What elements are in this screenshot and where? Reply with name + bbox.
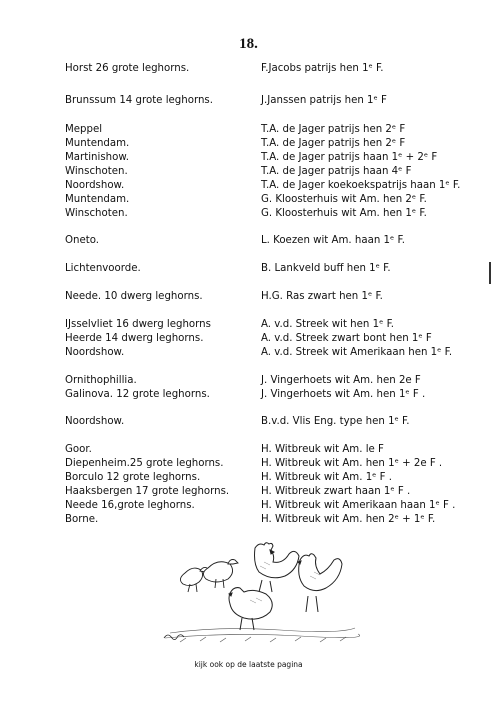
show-name: Haaksbergen 17 grote leghorns.: [65, 486, 230, 497]
show-name: Lichtenvoorde.: [65, 263, 141, 274]
show-name: Diepenheim.25 grote leghorns.: [65, 458, 224, 469]
show-name: Galinova. 12 grote leghorns.: [65, 389, 210, 400]
show-name: Neede. 10 dwerg leghorns.: [65, 291, 203, 302]
show-name: Winschoten.: [65, 166, 128, 177]
show-name: Goor.: [65, 444, 92, 455]
show-name: Noordshow.: [65, 180, 125, 191]
show-name: Borne.: [65, 514, 99, 525]
show-name: Oneto.: [65, 235, 100, 246]
winner-entry: T.A. de Jager koekoekspatrijs haan 1ᵉ F.: [261, 180, 461, 191]
list-item: [0, 234, 497, 248]
winner-entry: A. v.d. Streek wit Amerikaan hen 1ᵉ F.: [261, 347, 453, 358]
winner-entry: H.G. Ras zwart hen 1ᵉ F.: [261, 291, 383, 302]
winner-entry: F.Jacobs patrijs hen 1ᵉ F.: [261, 63, 384, 74]
show-name: Brunssum 14 grote leghorns.: [65, 95, 213, 106]
list-item: [0, 262, 497, 276]
list-item: [0, 388, 497, 402]
winner-entry: T.A. de Jager patrijs haan 1ᵉ + 2ᵉ F: [261, 152, 438, 163]
show-name: Neede 16,grote leghorns.: [65, 500, 195, 511]
winner-entry: H. Witbreuk wit Am. hen 2ᵉ + 1ᵉ F.: [261, 514, 436, 525]
winner-entry: H. Witbreuk wit Am. hen 1ᵉ + 2e F .: [261, 458, 443, 469]
winner-entry: T.A. de Jager patrijs hen 2ᵉ F: [261, 138, 406, 149]
winner-entry: B. Lankveld buff hen 1ᵉ F.: [261, 263, 391, 274]
list-item: [0, 151, 497, 165]
winner-entry: H. Witbreuk wit Am. le F: [261, 444, 384, 455]
winner-entry: J. Vingerhoets wit Am. hen 1ᵉ F .: [261, 389, 426, 400]
list-item: [0, 123, 497, 137]
list-item: [0, 332, 497, 346]
show-name: Ornithophillia.: [65, 375, 137, 386]
list-item: [0, 513, 497, 527]
list-item: [0, 318, 497, 332]
winner-entry: H. Witbreuk wit Amerikaan haan 1ᵉ F .: [261, 500, 456, 511]
show-name: Noordshow.: [65, 416, 125, 427]
show-name: Noordshow.: [65, 347, 125, 358]
winner-entry: T.A. de Jager patrijs hen 2ᵉ F: [261, 124, 406, 135]
list-item: [0, 207, 497, 221]
winner-entry: H. Witbreuk zwart haan 1ᵉ F .: [261, 486, 411, 497]
list-item: [0, 485, 497, 499]
winner-entry: J. Vingerhoets wit Am. hen 2e F: [261, 375, 421, 386]
list-item: [0, 499, 497, 513]
winner-entry: J.Janssen patrijs hen 1ᵉ F: [261, 95, 387, 106]
show-name: Martinishow.: [65, 152, 129, 163]
list-item: [0, 62, 497, 76]
winner-entry: T.A. de Jager patrijs haan 4ᵉ F: [261, 166, 412, 177]
list-item: [0, 165, 497, 179]
footer-note: kijk ook op de laatste pagina: [194, 660, 303, 669]
list-item: [0, 290, 497, 304]
show-name: Muntendam.: [65, 138, 130, 149]
page-number: 18.: [239, 36, 258, 52]
list-item: [0, 374, 497, 388]
chickens-illustration: [160, 538, 360, 648]
show-name: Muntendam.: [65, 194, 130, 205]
list-item: [0, 179, 497, 193]
list-item: [0, 94, 497, 108]
list-item: [0, 443, 497, 457]
scan-edge-mark: [489, 262, 491, 284]
winner-entry: B.v.d. Vlis Eng. type hen 1ᵉ F.: [261, 416, 410, 427]
winner-entry: G. Kloosterhuis wit Am. hen 2ᵉ F.: [261, 194, 427, 205]
winner-entry: A. v.d. Streek wit hen 1ᵉ F.: [261, 319, 395, 330]
list-item: [0, 457, 497, 471]
show-name: Winschoten.: [65, 208, 128, 219]
list-item: [0, 471, 497, 485]
list-item: [0, 137, 497, 151]
show-name: Borculo 12 grote leghorns.: [65, 472, 201, 483]
show-name: Horst 26 grote leghorns.: [65, 63, 190, 74]
winner-entry: L. Koezen wit Am. haan 1ᵉ F.: [261, 235, 405, 246]
winner-entry: H. Witbreuk wit Am. 1ᵉ F .: [261, 472, 392, 483]
list-item: [0, 415, 497, 429]
list-item: [0, 193, 497, 207]
winner-entry: G. Kloosterhuis wit Am. hen 1ᵉ F.: [261, 208, 427, 219]
show-name: Meppel: [65, 124, 103, 135]
show-name: Heerde 14 dwerg leghorns.: [65, 333, 204, 344]
list-item: [0, 346, 497, 360]
winner-entry: A. v.d. Streek zwart bont hen 1ᵉ F: [261, 333, 432, 344]
show-name: IJsselvliet 16 dwerg leghorns: [65, 319, 211, 330]
